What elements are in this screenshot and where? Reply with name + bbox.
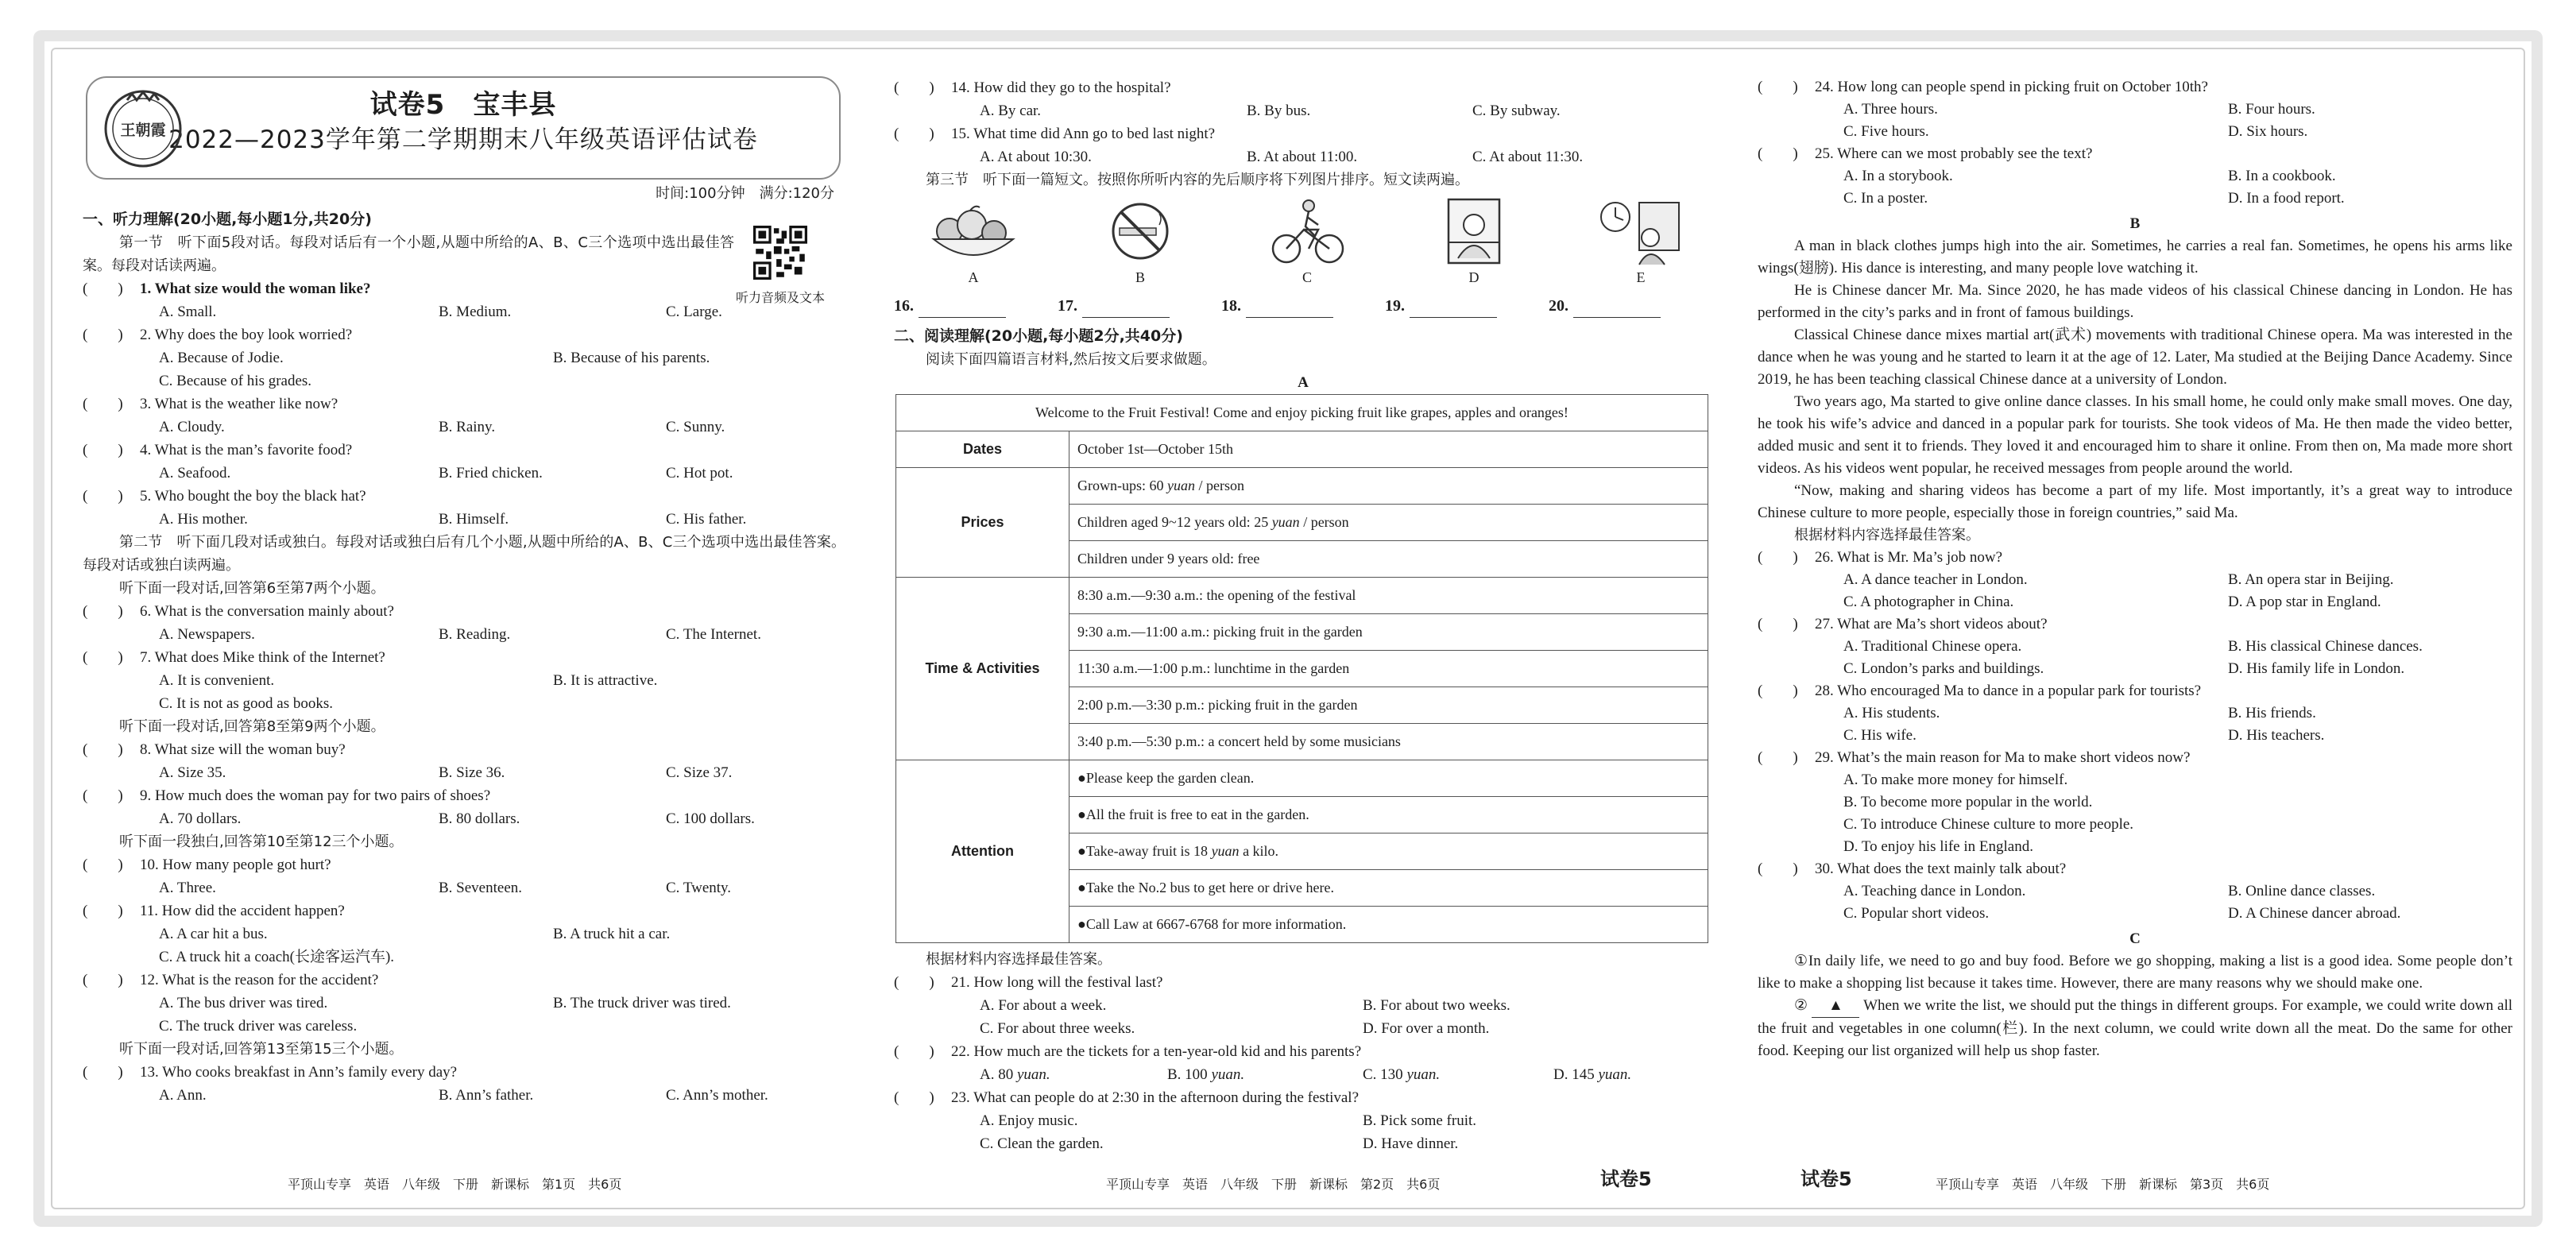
note-10-12: 听下面一段独白,回答第10至第12三个小题。	[119, 833, 404, 850]
attention-2: ●All the fruit is free to eat in the garden.	[1069, 797, 1708, 833]
options-30: A. Teaching dance in London. B. Online dance classes.	[1843, 883, 2376, 899]
options-25-cd: C. In a poster. D. In a food report.	[1843, 190, 2345, 207]
activity-2: 9:30 a.m.—11:00 a.m.: picking fruit in the garden	[1069, 614, 1708, 651]
answer-blank[interactable]: ( )	[83, 787, 123, 804]
answer-blank[interactable]: ( )	[83, 1064, 123, 1081]
footer-page-3: 平顶山专享 英语 八年级 下册 新课标 第3页 共6页	[1936, 1177, 2270, 1192]
options-10: A. Three. B. Seventeen. C. Twenty.	[159, 880, 732, 896]
question-11: ( ) 11. How did the accident happen?	[83, 899, 845, 922]
fruit-basket-icon	[926, 198, 1021, 266]
reading-intro: 阅读下面四篇语言材料,然后按文后要求做题。	[926, 351, 1216, 368]
options-27: A. Traditional Chinese opera. B. His classical Chinese dances.	[1843, 638, 2423, 655]
question-14: ( ) 14. How did they go to the hospital?	[894, 76, 1712, 99]
question-29: ( ) 29. What’s the main reason for Ma to make short videos now?	[1758, 747, 2512, 769]
answer-blank[interactable]: ( )	[1758, 79, 1798, 95]
question-7: ( ) 7. What does Mike think of the Internet?	[83, 646, 845, 669]
qr-block	[725, 226, 836, 307]
column-3	[1758, 76, 2512, 1062]
activity-1: 8:30 a.m.—9:30 a.m.: the opening of the festival	[1069, 578, 1708, 614]
listening-sec2-instructions: 第二节 听下面几段对话或独白。每段对话或独白后有几个小题,从题中所给的A、B、C三个选项中选出最佳答案。每段对话或独白读两遍。	[83, 534, 845, 574]
question-28: ( ) 28. Who encouraged Ma to dance in a popular park for tourists?	[1758, 680, 2512, 702]
answer-blank[interactable]: ( )	[83, 280, 123, 297]
activity-3: 11:30 a.m.—1:00 p.m.: lunchtime in the garden	[1069, 651, 1708, 687]
option-7c: C. It is not as good as books.	[159, 695, 334, 712]
blank-19[interactable]: 19.	[1385, 295, 1549, 325]
qr-label: 听力音频及文本	[735, 290, 825, 305]
answer-blank[interactable]: ( )	[83, 649, 123, 666]
footer-tag-3: 试卷5	[1800, 1168, 1852, 1190]
blank-16[interactable]: 16.	[894, 295, 1058, 325]
time-info: 时间:100分钟 满分:120分	[656, 185, 834, 202]
options-21: A. For about a week. B. For about two weeks.	[980, 997, 1510, 1014]
options-26-cd: C. A photographer in China. D. A pop star in England.	[1843, 594, 2381, 610]
question-26: ( ) 26. What is Mr. Ma’s job now?	[1758, 547, 2512, 569]
note-6-7: 听下面一段对话,回答第6至第7两个小题。	[119, 580, 385, 597]
option-2c: C. Because of his grades.	[159, 373, 312, 389]
options-24: A. Three hours. B. Four hours.	[1843, 101, 2315, 118]
blank-17[interactable]: 17.	[1058, 295, 1221, 325]
footer-page-1: 平顶山专享 英语 八年级 下册 新课标 第1页 共6页	[288, 1177, 622, 1192]
options-26: A. A dance teacher in London. B. An opera star in Beijing.	[1843, 571, 2394, 588]
question-5: ( ) 5. Who bought the boy the black hat?	[83, 485, 845, 508]
options-22: A. 80 yuan. B. 100 yuan. C. 130 yuan. D. 145 yuan.	[980, 1066, 1632, 1083]
answer-blank[interactable]: ( )	[1758, 683, 1798, 699]
attention-5: ●Call Law at 6667-6768 for more information.	[1069, 907, 1708, 943]
options-15: A. At about 10:30. B. At about 11:00. C. At about 11:30.	[980, 149, 1584, 165]
question-12: ( ) 12. What is the reason for the accident?	[83, 969, 845, 992]
answer-blank[interactable]: ( )	[1758, 145, 1798, 162]
options-28: A. His students. B. His friends.	[1843, 705, 2316, 721]
attention-4: ●Take the No.2 bus to get here or drive here.	[1069, 870, 1708, 907]
listening-sec3-instructions: 第三节 听下面一篇短文。按照你所听内容的先后顺序将下列图片排序。短文读两遍。	[926, 172, 1469, 188]
question-25: ( ) 25. Where can we most probably see the text?	[1758, 143, 2512, 165]
column-2	[894, 76, 1712, 1155]
passage-b-p2: He is Chinese dancer Mr. Ma. Since 2020, he has made videos of his classical Chinese dancing in London. He has performed in the city’s parks and in front of famous buildings.	[1758, 282, 2512, 321]
table-welcome: Welcome to the Fruit Festival! Come and enjoy picking fruit like grapes, apples and oranges!	[896, 395, 1708, 431]
attention-label: Attention	[896, 760, 1069, 943]
attention-1: ●Please keep the garden clean.	[1069, 760, 1708, 797]
question-15: ( ) 15. What time did Ann go to bed last night?	[894, 122, 1712, 145]
passage-b-p3: Classical Chinese dance mixes martial art(武术) movements with traditional Chinese opera. Ma was interested in the dance when he was young and he started to learn it at the age of 12. Later, Ma studied at the Beijing Dance Academy. Since 2019, he has been teaching classical Chinese dance at a university of London.	[1758, 327, 2512, 388]
publisher-logo-icon	[103, 89, 183, 168]
svg-text:王朝霞: 王朝霞	[120, 122, 166, 139]
options-27-cd: C. London’s parks and buildings. D. His family life in London.	[1843, 660, 2405, 677]
listening-sec1-instructions: 第一节 听下面5段对话。每段对话后有一个小题,从题中所给的A、B、C三个选项中选出最佳答案。每段对话读两遍。	[83, 234, 734, 274]
picture-c: C	[1259, 198, 1355, 295]
passage-c-p1: ①In daily life, we need to go and buy food. Before we go shopping, making a list is a good idea. Some people don’t like to make a shopping list because it takes time. However, there are many reasons why we should make one.	[1758, 953, 2512, 992]
question-9: ( ) 9. How much does the woman pay for two pairs of shoes?	[83, 784, 845, 807]
option-29c: C. To introduce Chinese culture to more people.	[1843, 816, 2134, 833]
options-12: A. The bus driver was tired. B. The truck driver was tired.	[159, 995, 731, 1011]
section-reading-heading: 二、阅读理解(20小题,每小题2分,共40分)	[894, 327, 1183, 345]
passage-b-p4: Two years ago, Ma started to give online dance classes. In his small home, he could only make small moves. One day, he took his wife’s advice and danced in a popular park for tourists. She took videos of Ma. He then made the video better, added music and sent it to friends. They loved it and encouraged him to share it online. From then on, Ma made more short videos. As his videos went popular, he received messages from people around the world.	[1758, 393, 2512, 477]
answer-blank[interactable]: ( )	[894, 974, 934, 991]
options-30-cd: C. Popular short videos. D. A Chinese dancer abroad.	[1843, 905, 2401, 922]
question-10: ( ) 10. How many people got hurt?	[83, 853, 845, 876]
passage-b-label: B	[2129, 215, 2141, 232]
passage-c-p2: ② ▲ When we write the list, we should put the things in different groups. For example, we could write down all the fruit and vegetables in one column(栏). In the next column, we could write down all the meat. Do the same for other food. Keeping our list organized will help us shop faster.	[1758, 995, 2512, 1062]
answer-blank[interactable]: ( )	[83, 488, 123, 505]
answer-blank[interactable]: ( )	[83, 903, 123, 919]
options-7: A. It is convenient. B. It is attractive.	[159, 672, 658, 689]
question-2: ( ) 2. Why does the boy look worried?	[83, 323, 845, 346]
prices-label: Prices	[896, 468, 1069, 578]
options-25: A. In a storybook. B. In a cookbook.	[1843, 168, 2336, 184]
blank-triangle[interactable]: ▲	[1812, 995, 1859, 1018]
options-28-cd: C. His wife. D. His teachers.	[1843, 727, 2325, 744]
question-27: ( ) 27. What are Ma’s short videos about?	[1758, 613, 2512, 636]
answer-blank[interactable]: ( )	[1758, 749, 1798, 766]
activity-4: 2:00 p.m.—3:30 p.m.: picking fruit in the garden	[1069, 687, 1708, 724]
options-13: A. Ann. B. Ann’s father. C. Ann’s mother.	[159, 1087, 768, 1104]
options-11: A. A car hit a bus. B. A truck hit a car.	[159, 926, 671, 942]
attention-3: ●Take-away fruit is 18 yuan a kilo.	[1069, 833, 1708, 870]
passage-a-label: A	[1298, 374, 1309, 391]
listening-pictures	[894, 191, 1712, 295]
option-29b: B. To become more popular in the world.	[1843, 794, 2093, 810]
options-21-cd: C. For about three weeks. D. For over a month.	[980, 1020, 1490, 1037]
answer-blank[interactable]: ( )	[1758, 616, 1798, 632]
options-8: A. Size 35. B. Size 36. C. Size 37.	[159, 764, 733, 781]
note-13-15: 听下面一段对话,回答第13至第15三个小题。	[119, 1041, 404, 1058]
option-11c: C. A truck hit a coach(长途客运汽车).	[159, 949, 395, 965]
column-1	[83, 76, 845, 1107]
options-5: A. His mother. B. Himself. C. His father.	[159, 511, 747, 528]
dates-value: October 1st—October 15th	[1069, 431, 1708, 468]
answer-blank[interactable]: ( )	[83, 972, 123, 988]
bike-rider-icon	[1259, 198, 1355, 266]
options-24-cd: C. Five hours. D. Six hours.	[1843, 123, 2308, 140]
question-30: ( ) 30. What does the text mainly talk about?	[1758, 858, 2512, 880]
picture-d: D	[1426, 198, 1522, 295]
passage-b-p5: “Now, making and sharing videos has become a part of my life. Most importantly, it’s a great way to introduce Chinese culture to more people, especially those in foreign countries,” said Ma.	[1758, 482, 2512, 521]
price-children-9-12: Children aged 9~12 years old: 25 yuan / person	[1069, 505, 1708, 541]
section-listening-heading: 一、听力理解(20小题,每小题1分,共20分)	[83, 211, 372, 228]
answer-blank[interactable]: ( )	[894, 1089, 934, 1106]
question-6: ( ) 6. What is the conversation mainly about?	[83, 600, 845, 623]
exam-header	[86, 76, 841, 180]
note-8-9: 听下面一段对话,回答第8至第9两个小题。	[119, 718, 385, 735]
option-12c: C. The truck driver was careless.	[159, 1018, 358, 1035]
question-23: ( ) 23. What can people do at 2:30 in the afternoon during the festival?	[894, 1086, 1712, 1109]
options-1: A. Small. B. Medium. C. Large.	[159, 304, 722, 320]
price-children-under-9: Children under 9 years old: free	[1069, 541, 1708, 578]
answer-blank[interactable]: ( )	[894, 126, 934, 142]
answer-blank[interactable]: ( )	[1758, 549, 1798, 566]
dates-label: Dates	[896, 431, 1069, 468]
options-3: A. Cloudy. B. Rainy. C. Sunny.	[159, 419, 725, 435]
options-14: A. By car. B. By bus. C. By subway.	[980, 102, 1561, 119]
answer-blank[interactable]: ( )	[83, 857, 123, 873]
qr-code-icon[interactable]	[753, 226, 807, 280]
window-person-icon	[1426, 198, 1522, 266]
options-23-cd: C. Clean the garden. D. Have dinner.	[980, 1135, 1459, 1152]
question-8: ( ) 8. What size will the woman buy?	[83, 738, 845, 761]
option-29a: A. To make more money for himself.	[1843, 772, 2068, 788]
clock-reading-icon	[1593, 198, 1688, 266]
answer-blank[interactable]: ( )	[1758, 861, 1798, 877]
choose-instruction-b: 根据材料内容选择最佳答案。	[1794, 527, 1980, 543]
passage-c-label: C	[2129, 930, 2141, 947]
question-24: ( ) 24. How long can people spend in picking fruit on October 10th?	[1758, 76, 2512, 99]
price-grownups: Grown-ups: 60 yuan / person	[1069, 468, 1708, 505]
exam-subtitle: 2022—2023学年第二学期期末八年级英语评估试卷	[168, 126, 758, 154]
footer-page-2: 平顶山专享 英语 八年级 下册 新课标 第2页 共6页	[1106, 1177, 1441, 1192]
answer-blank[interactable]: ( )	[83, 396, 123, 412]
options-9: A. 70 dollars. B. 80 dollars. C. 100 dollars.	[159, 810, 755, 827]
answer-blank[interactable]: ( )	[83, 741, 123, 758]
answer-blank[interactable]: ( )	[83, 327, 123, 343]
footer-tag-2: 试卷5	[1600, 1168, 1652, 1190]
question-3: ( ) 3. What is the weather like now?	[83, 393, 845, 416]
picture-e: E	[1593, 198, 1688, 295]
options-2: A. Because of Jodie. B. Because of his parents.	[159, 350, 710, 366]
answer-blank[interactable]: ( )	[894, 1043, 934, 1060]
blank-20[interactable]: 20.	[1549, 295, 1712, 325]
answer-blank[interactable]: ( )	[83, 442, 123, 458]
option-29d: D. To enjoy his life in England.	[1843, 838, 2033, 855]
no-smoking-icon	[1093, 198, 1188, 266]
answer-blank[interactable]: ( )	[894, 79, 934, 96]
blank-18[interactable]: 18.	[1221, 295, 1385, 325]
fruit-festival-table	[895, 394, 1708, 943]
picture-b: B	[1093, 198, 1188, 295]
choose-instruction-a: 根据材料内容选择最佳答案。	[926, 951, 1112, 968]
question-1: ( ) 1. What size would the woman like?	[83, 277, 845, 300]
time-activities-label: Time & Activities	[896, 578, 1069, 760]
question-21: ( ) 21. How long will the festival last?	[894, 971, 1712, 994]
picture-order-blanks	[894, 295, 1712, 325]
question-22: ( ) 22. How much are the tickets for a ten-year-old kid and his parents?	[894, 1040, 1712, 1063]
answer-blank[interactable]: ( )	[83, 603, 123, 620]
options-4: A. Seafood. B. Fried chicken. C. Hot pot.	[159, 465, 733, 482]
question-13: ( ) 13. Who cooks breakfast in Ann’s family every day?	[83, 1061, 845, 1084]
activity-5: 3:40 p.m.—5:30 p.m.: a concert held by some musicians	[1069, 724, 1708, 760]
passage-b-p1: A man in black clothes jumps high into the air. Sometimes, he carries a real fan. Sometimes, he opens his arms like wings(翅膀). His dance is interesting, and many people love watching it.	[1758, 238, 2512, 277]
question-4: ( ) 4. What is the man’s favorite food?	[83, 439, 845, 462]
exam-title: 试卷5 宝丰县	[369, 89, 557, 121]
options-6: A. Newspapers. B. Reading. C. The Internet.	[159, 626, 761, 643]
picture-a: A	[926, 198, 1021, 295]
options-23: A. Enjoy music. B. Pick some fruit.	[980, 1112, 1477, 1129]
